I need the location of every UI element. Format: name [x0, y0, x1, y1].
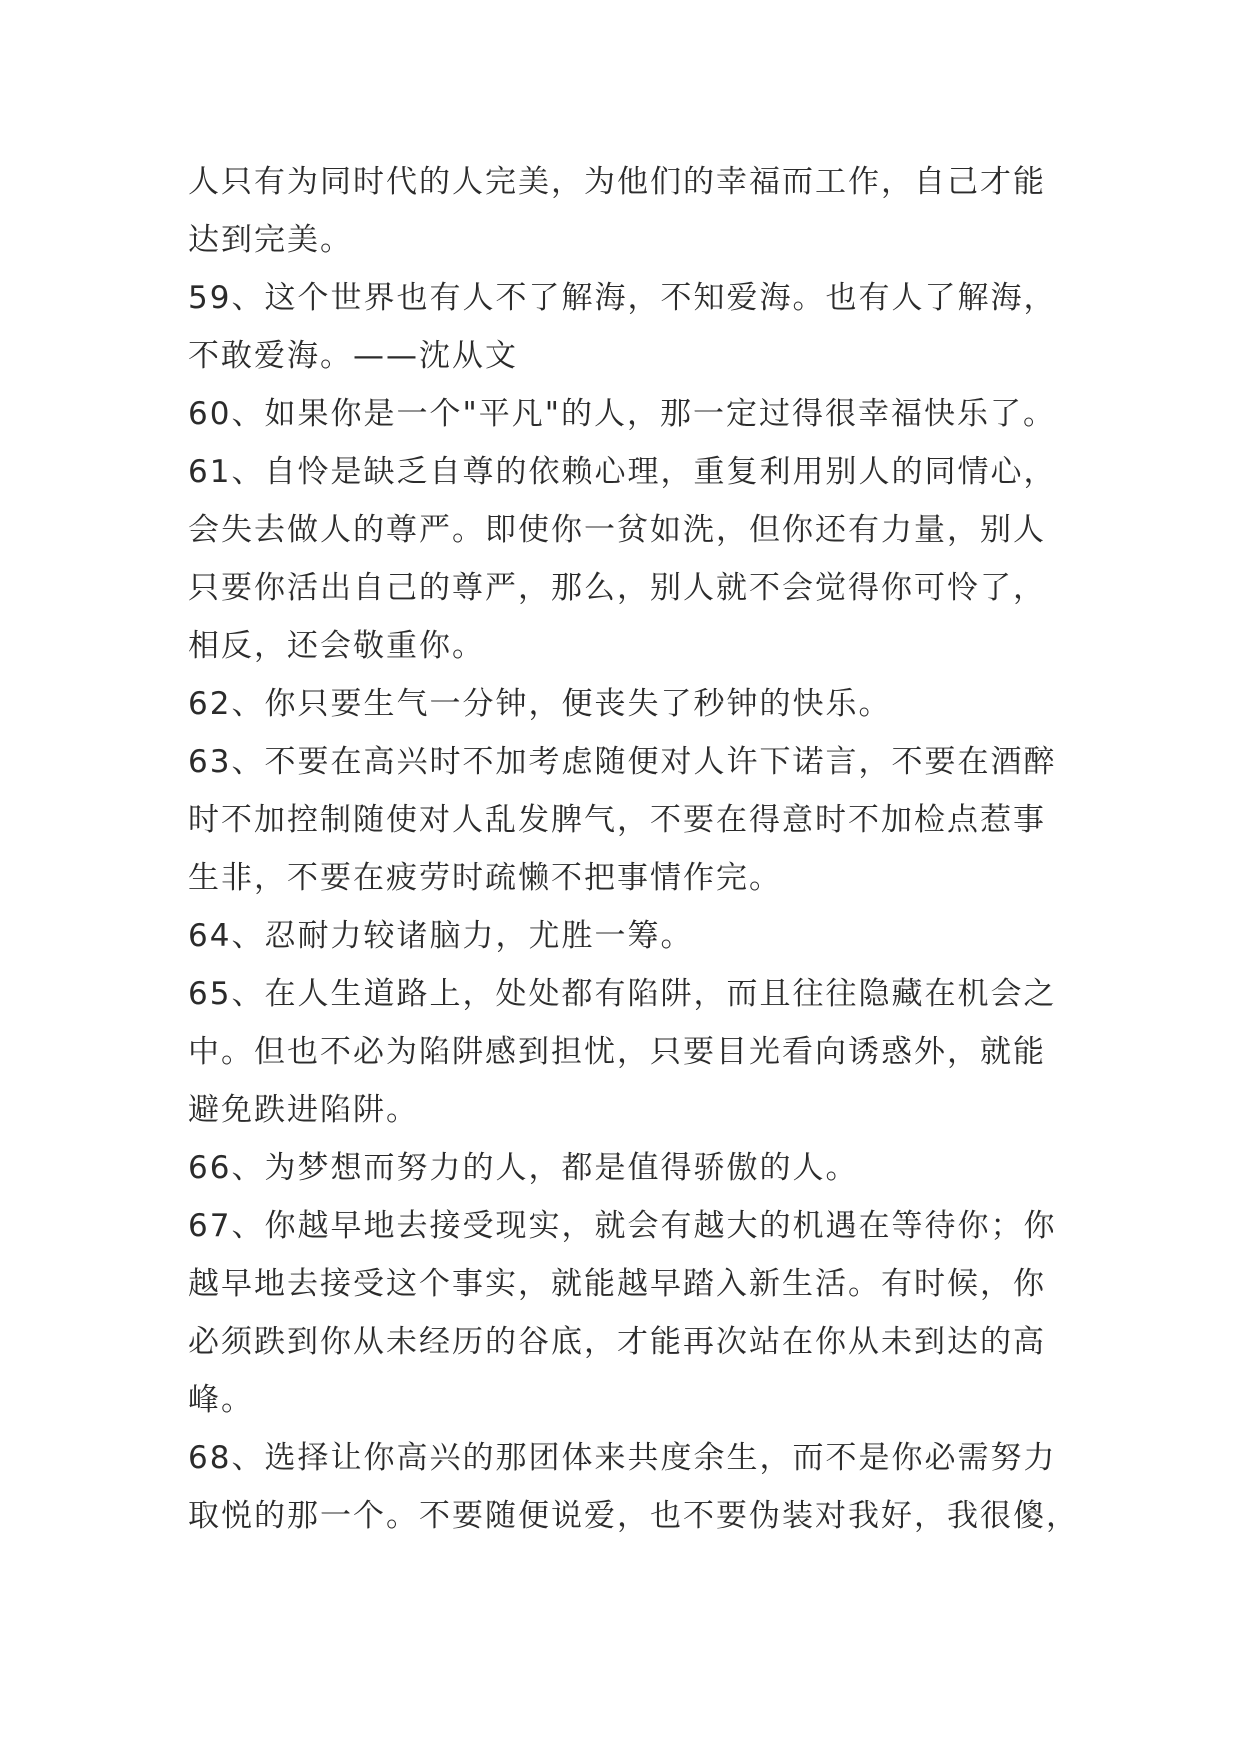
text-line: 峰。 [188, 1382, 254, 1418]
text-line: 越早地去接受这个事实，就能越早踏入新生活。有时候，你 [188, 1266, 1046, 1302]
text-line: 59、这个世界也有人不了解海，不知爱海。也有人了解海， [188, 280, 1057, 316]
text-line: 取悦的那一个。不要随便说爱，也不要伪装对我好，我很傻， [188, 1498, 1079, 1534]
text-line: 避免跌进陷阱。 [188, 1092, 419, 1128]
text-line: 不敢爱海。——沈从文 [188, 338, 518, 374]
text-line: 时不加控制随使对人乱发脾气，不要在得意时不加检点惹事 [188, 802, 1046, 838]
text-line: 生非，不要在疲劳时疏懒不把事情作完。 [188, 860, 782, 896]
text-line: 62、你只要生气一分钟，便丧失了秒钟的快乐。 [188, 686, 892, 722]
text-line: 必须跌到你从未经历的谷底，才能再次站在你从未到达的高 [188, 1324, 1046, 1360]
text-line: 达到完美。 [188, 222, 353, 258]
text-line: 会失去做人的尊严。即使你一贫如洗，但你还有力量，别人 [188, 512, 1046, 548]
text-line: 61、自怜是缺乏自尊的依赖心理，重复利用别人的同情心， [188, 454, 1057, 490]
text-line: 中。但也不必为陷阱感到担忧，只要目光看向诱惑外，就能 [188, 1034, 1046, 1070]
text-line: 67、你越早地去接受现实，就会有越大的机遇在等待你；你 [188, 1208, 1057, 1244]
text-line: 66、为梦想而努力的人，都是值得骄傲的人。 [188, 1150, 859, 1186]
text-line: 68、选择让你高兴的那团体来共度余生，而不是你必需努力 [188, 1440, 1057, 1476]
text-line: 人只有为同时代的人完美，为他们的幸福而工作，自己才能 [188, 164, 1046, 200]
text-line: 64、忍耐力较诸脑力，尤胜一筹。 [188, 918, 694, 954]
text-line: 63、不要在高兴时不加考虑随便对人许下诺言，不要在酒醉 [188, 744, 1057, 780]
text-line: 只要你活出自己的尊严，那么，别人就不会觉得你可怜了， [188, 570, 1046, 606]
text-line: 60、如果你是一个"平凡"的人，那一定过得很幸福快乐了。 [188, 396, 1056, 432]
text-line: 65、在人生道路上，处处都有陷阱，而且往往隐藏在机会之 [188, 976, 1057, 1012]
document-body [188, 153, 1079, 1545]
text-line: 相反，还会敬重你。 [188, 628, 485, 664]
